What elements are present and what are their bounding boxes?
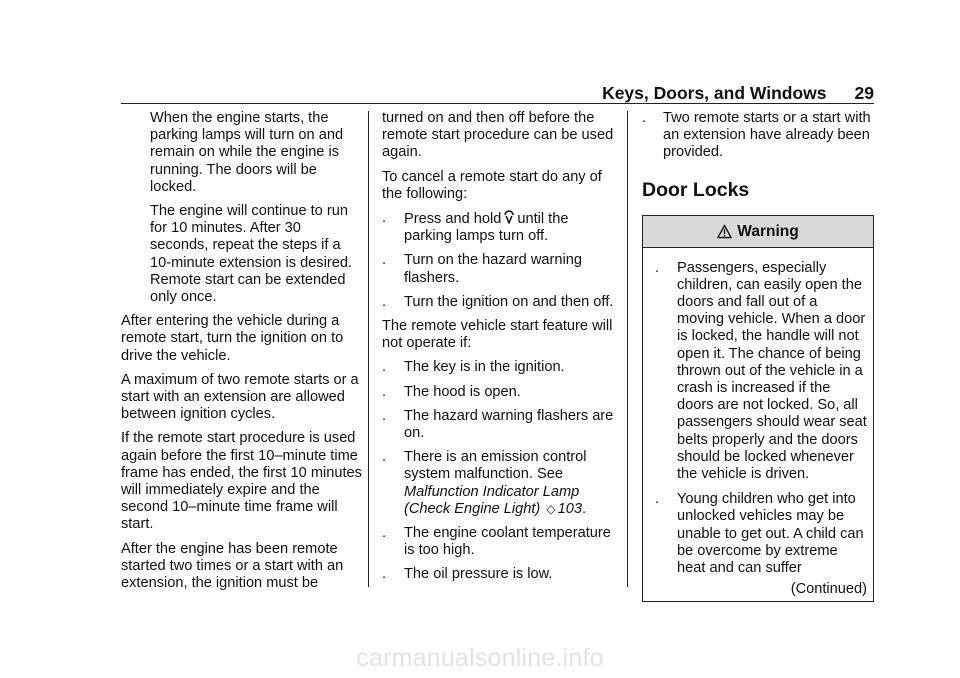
page-number: 29 — [854, 83, 874, 103]
bullet: . — [382, 566, 387, 583]
cross-reference-page[interactable]: 103 — [557, 500, 582, 517]
bullet: . — [382, 449, 387, 466]
paragraph: A maximum of two remote starts or a start with an extension are allowed between ignition cycles. — [121, 371, 359, 423]
indented-paragraph: The engine will continue to run for 10 minutes. After 30 seconds, repeat the steps if a 10-minute extension is desired. Remote start can be extended only once. — [150, 203, 352, 306]
list-item: . There is an emission control system malfunction. See Malfunction Indicator Lamp (Check Engine Light) ◇ 103. — [382, 449, 587, 517]
page-header — [560, 82, 874, 104]
bullet: . — [655, 491, 660, 508]
cross-reference-link[interactable]: Malfunction Indicator Lamp (Check Engine Light) — [404, 483, 580, 517]
header-rule — [121, 103, 874, 104]
bullet: . — [382, 293, 387, 310]
column-divider-left — [368, 111, 369, 587]
press-hold-text: Press and hold — [404, 211, 502, 228]
paragraph: If the remote start procedure is used again before the first 10–minute time frame has ended, the first 10 minutes will immediately expire and the second 10–minute time frame will start. — [121, 430, 362, 533]
bullet: . — [382, 383, 387, 400]
list-item: . The hood is open. — [382, 383, 521, 400]
warning-title: Warning — [737, 222, 799, 240]
column-divider-right — [627, 111, 628, 587]
list-item: . The oil pressure is low. — [382, 566, 553, 583]
remote-start-icon — [503, 210, 515, 224]
bullet: . — [382, 525, 387, 542]
section-title: Door Locks — [642, 178, 750, 201]
bullet: . — [655, 259, 660, 276]
list-item — [382, 210, 614, 245]
paragraph: After the engine has been remote started two times or a start with an extension, the ignition must be — [121, 540, 344, 592]
column-2 — [382, 110, 614, 591]
warning-box — [642, 215, 874, 603]
bullet: . — [382, 359, 387, 376]
list-item: . Passengers, especially children, can easily open the doors and fall out of a moving vehicle. When a door is locked, the handle will not open it. The chance of being thrown out of the vehicle in a crash is increased if the doors are not locked. So, all passengers should wear seat belts properly and the doors should be locked whenever the vehicle is driven. — [655, 259, 867, 483]
bullet: . — [642, 110, 647, 126]
column-1 — [121, 110, 363, 599]
continued-label: (Continued) — [790, 581, 867, 598]
paragraph: To cancel a remote start do any of the following: — [382, 168, 602, 202]
column-3 — [642, 110, 874, 602]
warning-triangle-icon — [717, 224, 732, 239]
list-item: . Young children who get into unlocked vehicles may be unable to get out. A child can be overcome by extreme heat and can suffer — [655, 491, 864, 577]
header-title: Keys, Doors, and Windows — [602, 83, 827, 103]
list-item: . Turn the ignition on and then off. — [382, 293, 614, 310]
list-item: . Two remote starts or a start with an extension have already been provided. — [642, 110, 871, 161]
warning-body — [643, 248, 873, 602]
page-ref-icon: ◇ — [546, 501, 556, 516]
bullet: . — [382, 252, 387, 269]
paragraph: The remote vehicle start feature will not operate if: — [382, 318, 613, 352]
list-item: . The key is in the ignition. — [382, 359, 565, 376]
paragraph: After entering the vehicle during a remote start, turn the ignition on to drive the vehicle. — [121, 313, 344, 364]
bullet: . — [382, 407, 387, 424]
press-hold-text-end: until the parking lamps turn off. — [404, 211, 569, 245]
list-item: . Turn on the hazard warning flashers. — [382, 252, 582, 286]
bullet: . — [382, 210, 387, 227]
warning-header — [643, 216, 873, 248]
list-item: . The hazard warning flashers are on. — [382, 407, 614, 442]
list-item: . The engine coolant temperature is too high. — [382, 525, 611, 559]
watermark: carmanualsonline.info — [356, 644, 604, 672]
paragraph: turned on and then off before the remote start procedure can be used again. — [382, 110, 614, 161]
indented-paragraph: When the engine starts, the parking lamps will turn on and remain on while the engine is running. The doors will be locked. — [150, 110, 344, 195]
